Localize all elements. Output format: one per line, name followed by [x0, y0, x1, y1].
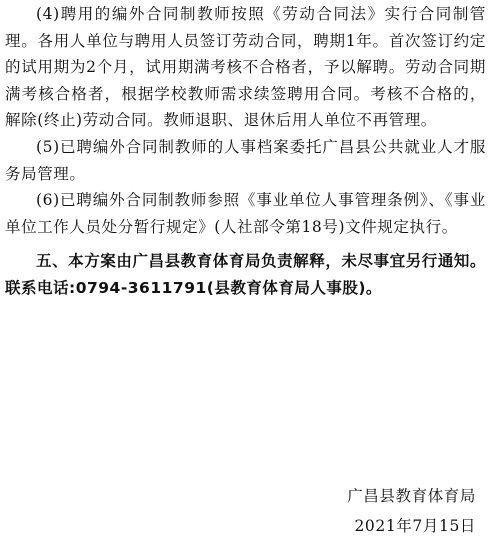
paragraph-interpretation-contact: 五、本方案由广昌县教育体育局负责解释，未尽事宜另行通知。联系电话:0794-3611791(县教育体育局人事股)。 [5, 252, 486, 297]
paragraph-personnel-files: (5)已聘编外合同制教师的人事档案委托广昌县公共就业人才服务局管理。 [5, 137, 486, 183]
paragraph-contract-management: (4)聘用的编外合同制教师按照《劳动合同法》实行合同制管理。各用人单位与聘用人员签订劳动合同，聘期1年。首次签订约定的试用期为2个月，试用期满考核不合格者，予以解聘。劳动合同期满考核合格者，根据学校教师需求续签聘用合同。考核不合格的，解除(终止)劳动合同。教师退职、退休后用人单位不再管理。 [5, 5, 486, 130]
paragraph-regulations: (6)已聘编外合同制教师参照《事业单位人事管理条例》、《事业单位工作人员处分暂行规定》(人社部令第18号)文件规定执行。 [5, 191, 486, 236]
signature-organization: 广昌县教育体育局 [347, 487, 476, 505]
signature-date: 2021年7月15日 [354, 517, 476, 535]
